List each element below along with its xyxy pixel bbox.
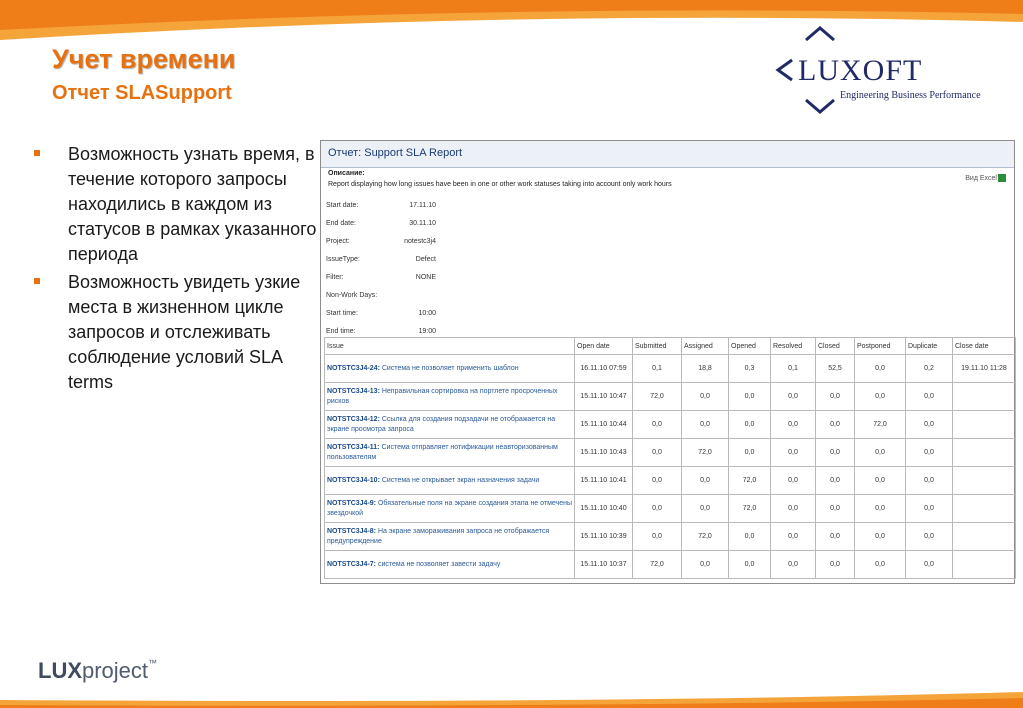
closed-cell: 0,0 [816, 495, 855, 523]
postponed-cell: 0,0 [855, 495, 906, 523]
report-params [326, 197, 436, 341]
excel-icon [998, 174, 1006, 182]
close-cell [953, 495, 1016, 523]
issue-cell [325, 383, 575, 411]
issue-summary-link[interactable]: Система отправляет нотификации неавторизованным пользователям [327, 443, 558, 461]
close-cell [953, 467, 1016, 495]
report-header [321, 141, 1014, 168]
close-cell [953, 411, 1016, 439]
submitted-cell: 0,0 [633, 467, 682, 495]
slide-subtitle: Отчет SLASupport [52, 82, 232, 104]
opened-cell: 0,0 [729, 411, 771, 439]
description-text: Report displaying how long issues have been in one or other work statuses taking into account only work hours [328, 181, 672, 188]
resolved-cell: 0,0 [771, 439, 816, 467]
bottom-orange-band [0, 690, 1023, 708]
closed-cell: 0,0 [816, 523, 855, 551]
open-cell: 15.11.10 10:43 [575, 439, 633, 467]
column-header[interactable]: Issue [325, 338, 575, 355]
issue-cell [325, 439, 575, 467]
open-cell: 15.11.10 10:41 [575, 467, 633, 495]
issue-key-link[interactable]: NOTSTC3J4-13: [327, 387, 380, 395]
postponed-cell: 0,0 [855, 355, 906, 383]
close-cell [953, 439, 1016, 467]
issue-cell [325, 411, 575, 439]
resolved-cell: 0,0 [771, 383, 816, 411]
table-row [325, 523, 1016, 551]
closed-cell: 0,0 [816, 383, 855, 411]
column-header[interactable]: Close date [953, 338, 1016, 355]
column-header[interactable]: Postponed [855, 338, 906, 355]
assigned-cell: 72,0 [682, 439, 729, 467]
luxoft-tagline: Engineering Business Performance [840, 90, 981, 101]
open-cell: 15.11.10 10:40 [575, 495, 633, 523]
submitted-cell: 0,0 [633, 439, 682, 467]
opened-cell: 72,0 [729, 467, 771, 495]
duplicate-cell: 0,2 [906, 355, 953, 383]
bullet-square-icon [34, 278, 40, 284]
resolved-cell: 0,0 [771, 467, 816, 495]
open-cell: 15.11.10 10:47 [575, 383, 633, 411]
column-header[interactable]: Resolved [771, 338, 816, 355]
opened-cell: 72,0 [729, 495, 771, 523]
assigned-cell: 72,0 [682, 523, 729, 551]
close-cell [953, 383, 1016, 411]
issue-summary-link[interactable]: Система не позволяет применить шаблон [381, 364, 519, 372]
bullet-text: Возможность узнать время, в течение которого запросы находились в каждом из статусов в рамках указанного периода [68, 144, 317, 264]
bullet-square-icon [34, 150, 40, 156]
bullet-item [32, 142, 324, 267]
column-header[interactable]: Assigned [682, 338, 729, 355]
closed-cell: 0,0 [816, 439, 855, 467]
close-cell: 19.11.10 11:28 [953, 355, 1016, 383]
assigned-cell: 18,8 [682, 355, 729, 383]
table-header-row [325, 338, 1016, 355]
resolved-cell: 0,0 [771, 495, 816, 523]
submitted-cell: 0,0 [633, 411, 682, 439]
resolved-cell: 0,0 [771, 411, 816, 439]
excel-link-label: Вид Excel [965, 174, 997, 182]
table-body [325, 355, 1016, 579]
sla-table [324, 337, 1016, 579]
issue-cell [325, 551, 575, 579]
issue-key-link[interactable]: NOTSTC3J4-11: [327, 443, 380, 451]
postponed-cell: 0,0 [855, 467, 906, 495]
sla-report-panel [320, 140, 1015, 584]
issue-cell [325, 523, 575, 551]
param-non-work-days: Non-Work Days: [326, 292, 378, 299]
column-header[interactable]: Submitted [633, 338, 682, 355]
postponed-cell: 72,0 [855, 411, 906, 439]
bullet-list [32, 142, 324, 398]
issue-key-link[interactable]: NOTSTC3J4-7: [327, 560, 377, 568]
description-label: Описание: [328, 170, 365, 177]
param-issue-type: IssueType: Defect [326, 256, 436, 263]
postponed-cell: 0,0 [855, 383, 906, 411]
close-cell [953, 551, 1016, 579]
param-start-time: Start time: 10:00 [326, 310, 436, 317]
table-row [325, 411, 1016, 439]
duplicate-cell: 0,0 [906, 411, 953, 439]
table-row [325, 467, 1016, 495]
duplicate-cell: 0,0 [906, 439, 953, 467]
postponed-cell: 0,0 [855, 551, 906, 579]
duplicate-cell: 0,0 [906, 495, 953, 523]
submitted-cell: 0,0 [633, 495, 682, 523]
resolved-cell: 0,0 [771, 523, 816, 551]
submitted-cell: 0,0 [633, 523, 682, 551]
assigned-cell: 0,0 [682, 383, 729, 411]
postponed-cell: 0,0 [855, 439, 906, 467]
duplicate-cell: 0,0 [906, 467, 953, 495]
assigned-cell: 0,0 [682, 551, 729, 579]
param-start-date: Start date: 17.11.10 [326, 202, 436, 209]
column-header[interactable]: Opened [729, 338, 771, 355]
assigned-cell: 0,0 [682, 467, 729, 495]
opened-cell: 0,0 [729, 523, 771, 551]
submitted-cell: 0,1 [633, 355, 682, 383]
param-end-time: End time: 19:00 [326, 328, 436, 335]
bullet-item [32, 270, 324, 395]
assigned-cell: 0,0 [682, 495, 729, 523]
issue-key-link[interactable]: NOTSTC3J4-9: [327, 499, 377, 507]
issue-cell [325, 355, 575, 383]
luxproject-logo: LUXproject™ [38, 658, 158, 683]
submitted-cell: 72,0 [633, 551, 682, 579]
issue-key-link[interactable]: NOTSTC3J4-8: [327, 527, 377, 535]
param-filter: Filter: NONE [326, 274, 436, 281]
opened-cell: 0,0 [729, 383, 771, 411]
open-cell: 15.11.10 10:39 [575, 523, 633, 551]
open-cell: 15.11.10 10:37 [575, 551, 633, 579]
slide-title: Учет времени [52, 44, 236, 74]
opened-cell: 0,0 [729, 551, 771, 579]
issue-key-link[interactable]: NOTSTC3J4-10: [327, 476, 380, 484]
submitted-cell: 72,0 [633, 383, 682, 411]
open-cell: 15.11.10 10:44 [575, 411, 633, 439]
opened-cell: 0,3 [729, 355, 771, 383]
resolved-cell: 0,0 [771, 551, 816, 579]
table-row [325, 383, 1016, 411]
column-header[interactable]: Duplicate [906, 338, 953, 355]
resolved-cell: 0,1 [771, 355, 816, 383]
issue-summary-link[interactable]: Ссылка для создания подзадачи не отображается на экране просмотра запроса [327, 415, 556, 433]
closed-cell: 52,5 [816, 355, 855, 383]
report-title: Отчет: Support SLA Report [328, 147, 463, 159]
closed-cell: 0,0 [816, 551, 855, 579]
issue-key-link[interactable]: NOTSTC3J4-24: [327, 364, 380, 372]
table-row [325, 495, 1016, 523]
postponed-cell: 0,0 [855, 523, 906, 551]
duplicate-cell: 0,0 [906, 551, 953, 579]
closed-cell: 0,0 [816, 411, 855, 439]
issue-summary-link[interactable]: Система не открывает экран назначения задачи [381, 476, 540, 484]
issue-cell [325, 495, 575, 523]
param-project: Project: notestc3j4 [326, 238, 436, 245]
issue-summary-link[interactable]: Неправильная сортировка на портлете просроченных рисков [327, 387, 558, 405]
opened-cell: 0,0 [729, 439, 771, 467]
issue-summary-link[interactable]: На экране замораживания запроса не отображается предупреждение [327, 527, 550, 545]
table-row [325, 355, 1016, 383]
issue-summary-link[interactable]: Обязательные поля на экране создания этапа не отмечены звездочкой [327, 499, 573, 517]
closed-cell: 0,0 [816, 467, 855, 495]
bullet-text: Возможность увидеть узкие места в жизненном цикле запросов и отслеживать соблюдение условий SLA terms [68, 272, 301, 392]
duplicate-cell: 0,0 [906, 383, 953, 411]
param-end-date: End date: 30.11.10 [326, 220, 436, 227]
column-header[interactable]: Open date [575, 338, 633, 355]
duplicate-cell: 0,0 [906, 523, 953, 551]
issue-cell [325, 467, 575, 495]
luxoft-logo-text: LUXOFT [798, 54, 923, 87]
open-cell: 16.11.10 07:59 [575, 355, 633, 383]
assigned-cell: 0,0 [682, 411, 729, 439]
issue-summary-link[interactable]: система не позволяет завести задачу [377, 560, 501, 568]
excel-view-link[interactable] [965, 174, 1006, 182]
table-row [325, 551, 1016, 579]
close-cell [953, 523, 1016, 551]
table-row [325, 439, 1016, 467]
issue-key-link[interactable]: NOTSTC3J4-12: [327, 415, 380, 423]
column-header[interactable]: Closed [816, 338, 855, 355]
